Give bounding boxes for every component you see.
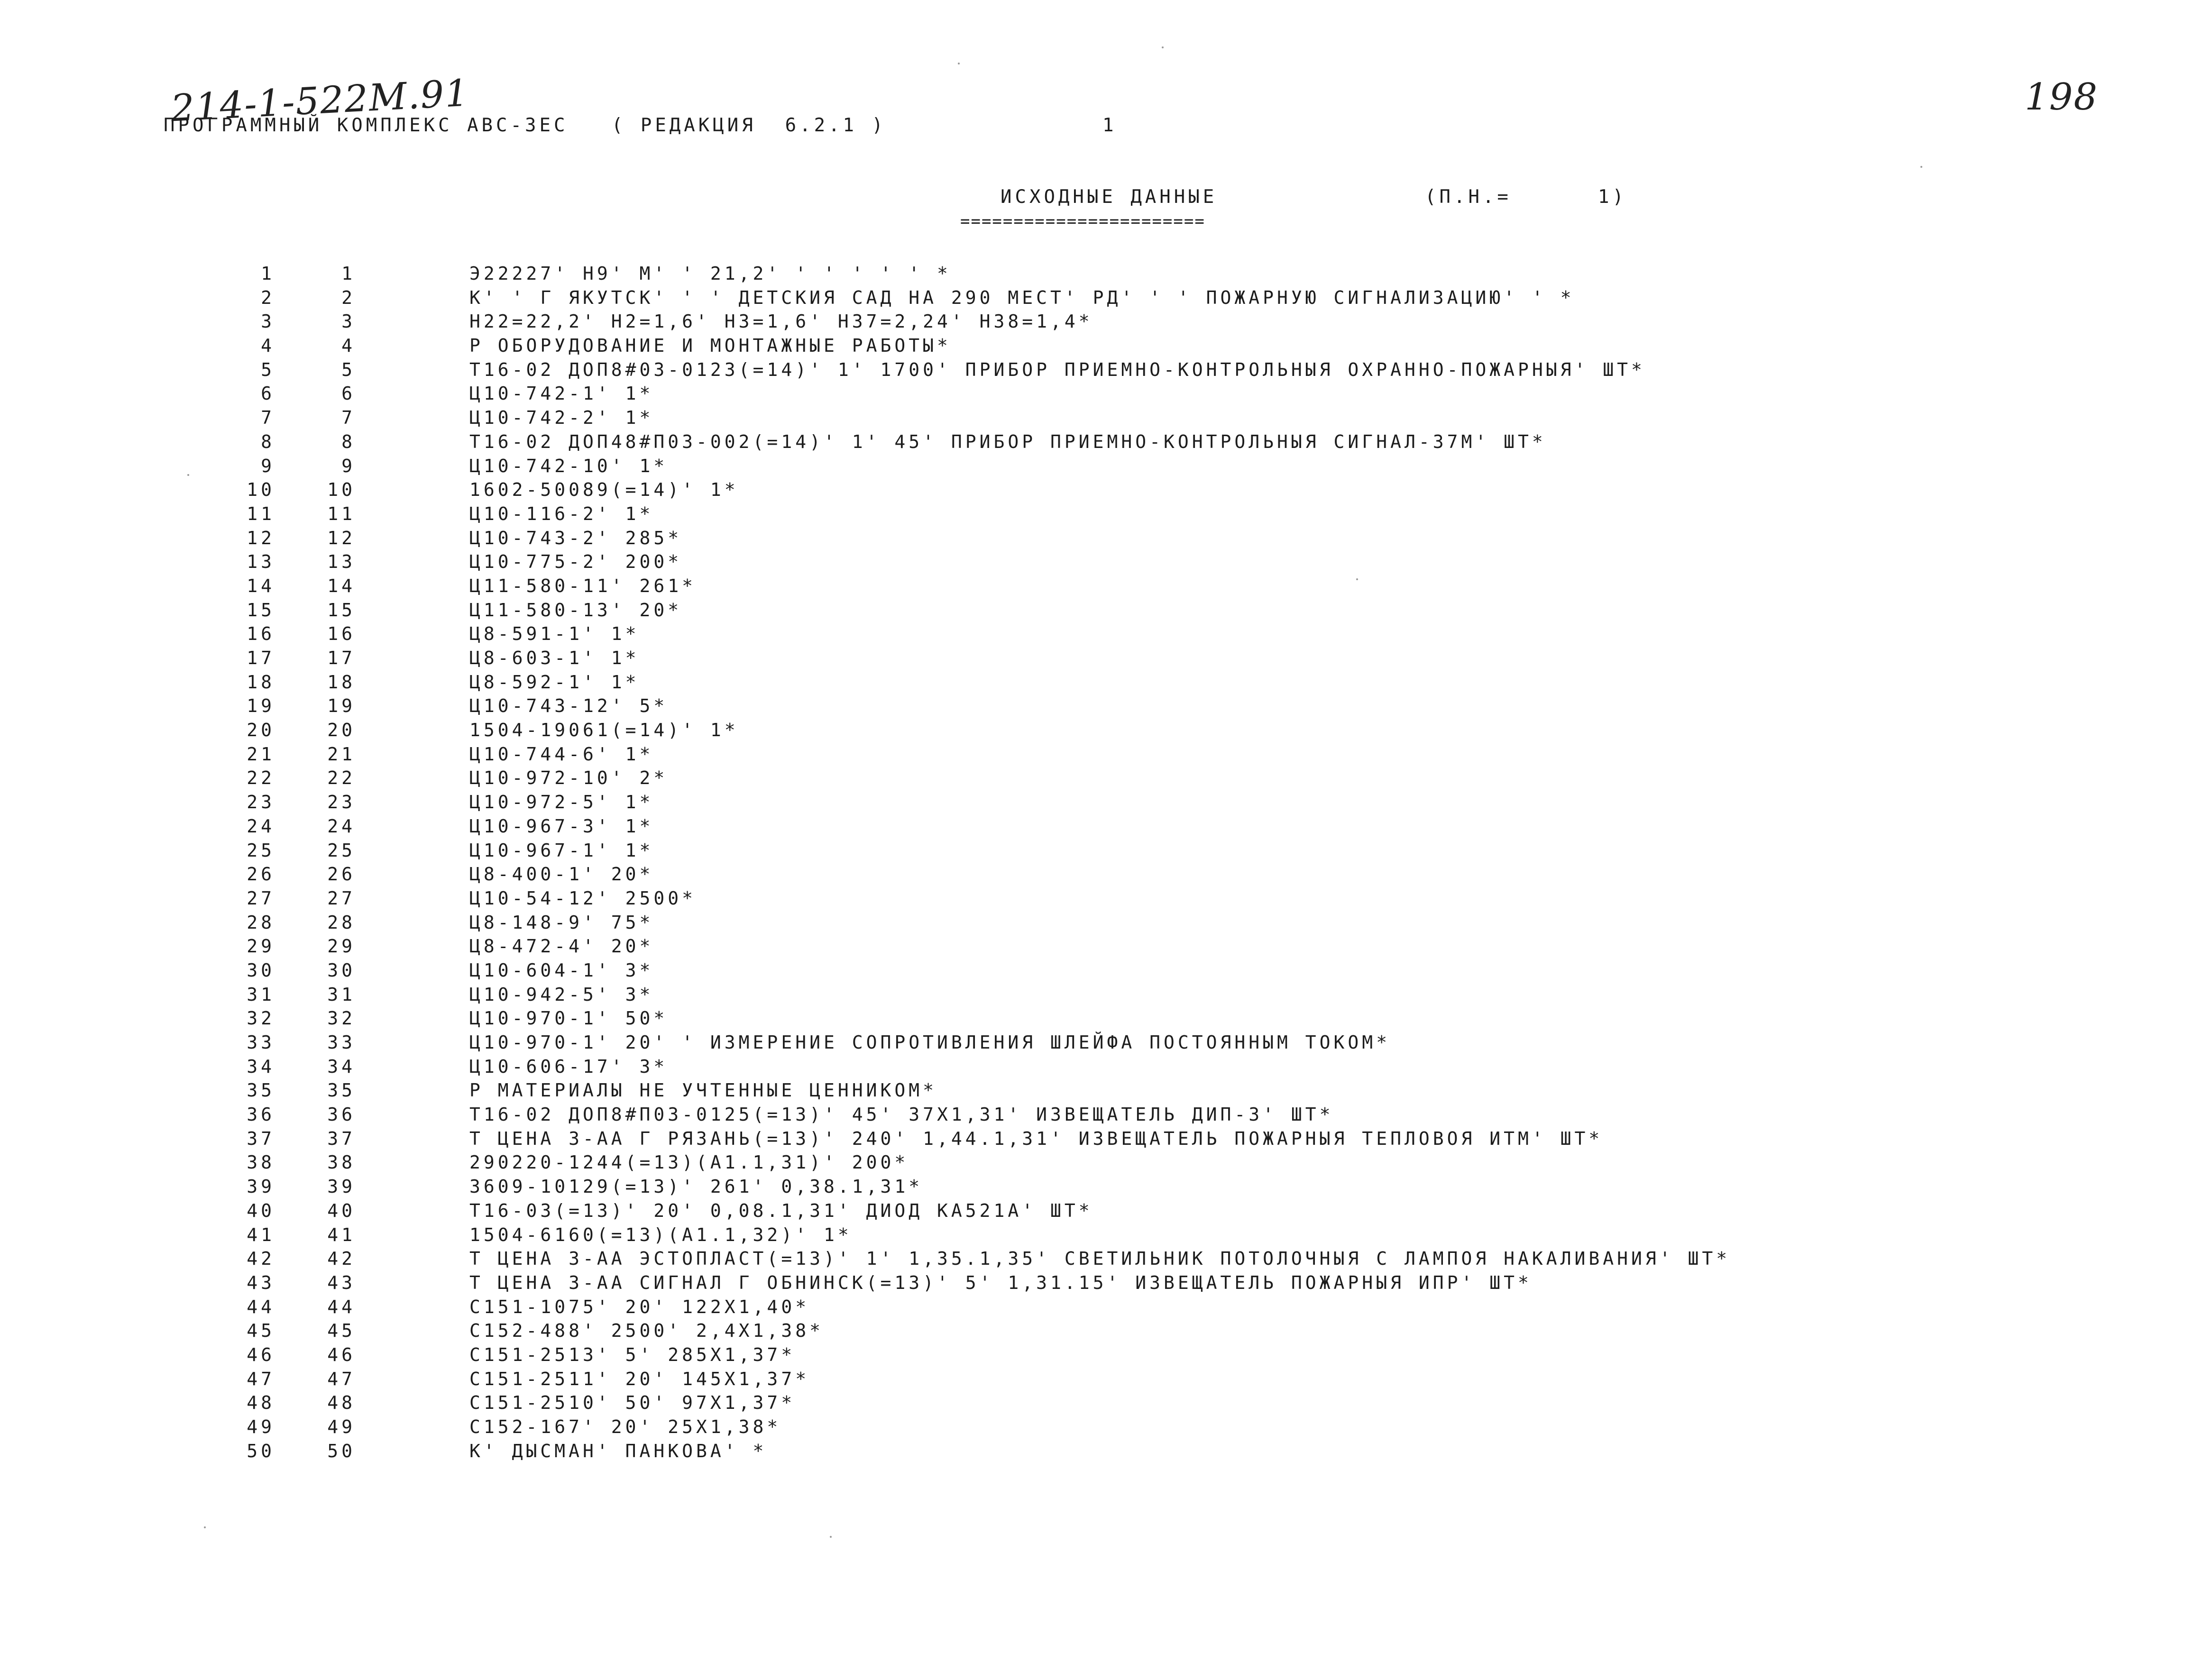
listing-row [0,1392,2185,1416]
row-number: 36 [247,1104,275,1125]
record-text: Н22=22,2' Н2=1,6' Н3=1,6' Н37=2,24' Н38=1,4* [469,311,1093,332]
record-number: 32 [327,1008,356,1029]
record-text: Ц10-970-1' 50* [469,1008,668,1029]
record-text: Ц10-743-12' 5* [469,695,668,717]
row-number: 21 [247,743,275,765]
record-text: К' ДЫСМАН' ПАНКОВА' * [469,1440,767,1461]
record-text: Т ЦЕНА 3-АА ЭСТОПЛАСТ(=13)' 1' 1,35.1,35' СВЕТИЛЬНИК ПОТОЛОЧНЫЯ С ЛАМПОЯ НАКАЛИВАНИЯ' ШТ* [469,1248,1731,1269]
record-number: 5 [341,359,356,380]
record-number: 2 [341,287,356,308]
row-number: 30 [247,959,275,981]
record-number: 35 [327,1080,356,1101]
record-text: 3609-10129(=13)' 261' 0,38.1,31* [469,1176,923,1197]
record-number: 50 [327,1440,356,1461]
record-text: Ц10-54-12' 2500* [469,887,697,909]
listing-row [0,407,2185,431]
row-number: 18 [247,671,275,693]
listing-row [0,1032,2185,1056]
listing-row [0,672,2185,696]
record-number: 42 [327,1248,356,1269]
listing-row [0,1056,2185,1080]
record-number: 4 [341,335,356,356]
document-code: 214-1-522М.91 [170,72,470,130]
record-number: 41 [327,1224,356,1245]
program-header: ПРОГРАММНЫЙ КОМПЛЕКС АВС-3ЕС ( РЕДАКЦИЯ 6.2.1 ) [164,115,886,136]
listing-row [0,840,2185,864]
record-number: 46 [327,1344,356,1365]
row-number: 42 [247,1248,275,1269]
record-text: Ц8-603-1' 1* [469,648,640,668]
record-text: Т ЦЕНА 3-АА СИГНАЛ Г ОБНИНСК(=13)' 5' 1,31.15' ИЗВЕЩАТЕЛЬ ПОЖАРНЫЯ ИПР' ШТ* [469,1272,1532,1293]
row-number: 7 [261,407,275,429]
record-number: 24 [327,815,356,837]
record-number: 28 [327,912,356,933]
record-text: Ц8-591-1' 1* [469,623,640,645]
record-number: 47 [327,1368,356,1389]
record-number: 39 [327,1176,356,1197]
listing-row [0,1248,2185,1272]
listing-row [0,335,2185,359]
record-number: 31 [327,984,356,1005]
row-number: 44 [247,1296,275,1317]
listing-row [0,744,2185,768]
record-text: С151-2513' 5' 285Х1,37* [469,1344,796,1365]
record-text: Э22227' Н9' М' ' 21,2' ' ' ' ' ' * [469,263,951,284]
data-listing [0,263,2185,1464]
row-number: 34 [247,1056,275,1077]
listing-row [0,287,2185,311]
row-number: 10 [247,479,275,501]
listing-row [0,984,2185,1008]
row-number: 41 [247,1224,275,1245]
record-number: 38 [327,1152,356,1173]
row-number: 23 [247,792,275,813]
listing-row [0,1176,2185,1200]
row-number: 22 [247,767,275,789]
listing-row [0,1152,2185,1176]
row-number: 1 [261,263,275,284]
row-number: 15 [247,599,275,621]
record-text: Т ЦЕНА 3-АА Г РЯЗАНЬ(=13)' 240' 1,44.1,31' ИЗВЕЩАТЕЛЬ ПОЖАРНЫЯ ТЕПЛОВОЯ ИТМ' ШТ* [469,1128,1603,1149]
row-number: 31 [247,984,275,1005]
listing-row [0,1272,2185,1297]
record-text: Ц10-116-2' 1* [469,503,654,524]
record-text: С152-488' 2500' 2,4Х1,38* [469,1320,824,1342]
record-text: Ц11-580-11' 261* [469,575,697,596]
listing-row [0,1416,2185,1441]
row-number: 32 [247,1008,275,1029]
record-number: 8 [341,431,356,452]
record-number: 29 [327,936,356,957]
listing-row [0,600,2185,624]
listing-row [0,431,2185,456]
listing-row [0,503,2185,528]
scan-speck [187,474,189,476]
listing-row [0,720,2185,744]
record-text: Ц10-604-1' 3* [469,959,654,981]
scan-speck [204,1526,206,1528]
row-number: 38 [247,1152,275,1173]
record-text: Ц10-742-10' 1* [469,455,668,476]
listing-row [0,888,2185,912]
record-number: 22 [327,767,356,789]
record-number: 9 [341,455,356,476]
record-number: 17 [327,648,356,668]
record-text: С152-167' 20' 25Х1,38* [469,1416,781,1437]
record-number: 14 [327,575,356,596]
row-number: 5 [261,359,275,380]
row-number: 27 [247,887,275,909]
row-number: 4 [261,335,275,356]
record-text: Ц10-967-1' 1* [469,840,654,861]
row-number: 28 [247,912,275,933]
record-text: 1602-50089(=14)' 1* [469,479,739,501]
record-text: 290220-1244(=13)(А1.1,31)' 200* [469,1152,909,1173]
listing-row [0,695,2185,720]
record-text: Ц10-972-5' 1* [469,792,654,813]
record-number: 20 [327,720,356,741]
record-text: К' ' Г ЯКУТСК' ' ' ДЕТСКИЯ САД НА 290 МЕСТ' РД' ' ' ПОЖАРНУЮ СИГНАЛИЗАЦИЮ' ' * [469,287,1575,308]
listing-row [0,1320,2185,1344]
record-text: Р МАТЕРИАЛЫ НЕ УЧТЕННЫЕ ЦЕННИКОМ* [469,1080,937,1101]
row-number: 35 [247,1080,275,1101]
listing-row [0,1344,2185,1369]
listing-row [0,383,2185,407]
row-number: 26 [247,864,275,885]
listing-row [0,359,2185,383]
row-number: 17 [247,648,275,668]
record-text: Т16-03(=13)' 20' 0,08.1,31' ДИОД КА521А' ШТ* [469,1200,1093,1221]
record-text: Т16-02 ДОП8#П03-0125(=13)' 45' 37Х1,31' ИЗВЕЩАТЕЛЬ ДИП-3' ШТ* [469,1104,1334,1125]
record-number: 10 [327,479,356,501]
row-number: 8 [261,431,275,452]
row-number: 24 [247,815,275,837]
listing-row [0,936,2185,960]
record-number: 3 [341,311,356,332]
listing-row [0,1297,2185,1321]
row-number: 45 [247,1320,275,1342]
listing-row [0,528,2185,552]
record-number: 18 [327,671,356,693]
row-number: 14 [247,575,275,596]
record-number: 27 [327,887,356,909]
record-text: Ц10-742-2' 1* [469,407,654,429]
listing-row [0,816,2185,840]
listing-row [0,575,2185,600]
row-number: 6 [261,383,275,404]
row-number: 19 [247,695,275,717]
listing-row [0,1369,2185,1393]
record-number: 6 [341,383,356,404]
sheet-number: 198 [2025,76,2098,119]
listing-row [0,792,2185,816]
listing-row [0,1080,2185,1104]
record-number: 12 [327,527,356,548]
heading-underline: ======================= [960,212,1205,231]
listing-row [0,479,2185,503]
record-number: 30 [327,959,356,981]
listing-row [0,912,2185,936]
record-number: 37 [327,1128,356,1149]
listing-row [0,263,2185,287]
record-text: Т16-02 ДОП8#03-0123(=14)' 1' 1700' ПРИБОР ПРИЕМНО-КОНТРОЛЬНЫЯ ОХРАННО-ПОЖАРНЫЯ' ШТ* [469,359,1645,380]
section-heading: ИСХОДНЫЕ ДАННЫЕ [1001,186,1218,208]
record-text: Т16-02 ДОП48#П03-002(=14)' 1' 45' ПРИБОР ПРИЕМНО-КОНТРОЛЬНЫЯ СИГНАЛ-37М' ШТ* [469,431,1546,452]
record-number: 26 [327,864,356,885]
scan-speck [830,1536,832,1538]
record-text: Ц8-472-4' 20* [469,936,654,957]
row-number: 43 [247,1272,275,1293]
record-number: 49 [327,1416,356,1437]
record-text: 1504-19061(=14)' 1* [469,720,739,741]
record-number: 44 [327,1296,356,1317]
record-number: 23 [327,792,356,813]
row-number: 16 [247,623,275,645]
listing-row [0,960,2185,984]
listing-row [0,648,2185,672]
record-text: С151-2510' 50' 97Х1,37* [469,1392,796,1414]
record-text: Ц10-606-17' 3* [469,1056,668,1077]
record-text: Ц8-592-1' 1* [469,671,640,693]
record-text: Ц8-400-1' 20* [469,864,654,885]
record-number: 34 [327,1056,356,1077]
record-number: 25 [327,840,356,861]
record-text: Ц10-970-1' 20' ' ИЗМЕРЕНИЕ СОПРОТИВЛЕНИЯ ШЛЕЙФА ПОСТОЯННЫМ ТОКОМ* [469,1032,1391,1053]
row-number: 37 [247,1128,275,1149]
record-number: 40 [327,1200,356,1221]
listing-row [0,1441,2185,1465]
record-text: Ц10-775-2' 200* [469,551,682,573]
record-number: 21 [327,743,356,765]
row-number: 40 [247,1200,275,1221]
row-number: 12 [247,527,275,548]
row-number: 20 [247,720,275,741]
record-number: 1 [341,263,356,284]
record-text: Ц11-580-13' 20* [469,599,682,621]
listing-row [0,311,2185,335]
row-number: 9 [261,455,275,476]
row-number: 3 [261,311,275,332]
scan-speck [1356,578,1358,580]
record-text: 1504-6160(=13)(А1.1,32)' 1* [469,1224,852,1245]
listing-row [0,551,2185,575]
pn-label: (П.Н.= [1425,186,1512,208]
record-number: 43 [327,1272,356,1293]
row-number: 11 [247,503,275,524]
record-number: 33 [327,1032,356,1053]
scan-speck [1162,46,1164,48]
record-number: 16 [327,623,356,645]
row-number: 25 [247,840,275,861]
record-text: Ц10-972-10' 2* [469,767,668,789]
row-number: 49 [247,1416,275,1437]
record-text: Ц10-967-3' 1* [469,815,654,837]
listing-row [0,623,2185,648]
record-number: 48 [327,1392,356,1414]
listing-row [0,767,2185,792]
scan-speck [958,63,960,64]
record-text: Ц10-942-5' 3* [469,984,654,1005]
listing-row [0,456,2185,480]
row-number: 33 [247,1032,275,1053]
row-number: 2 [261,287,275,308]
record-number: 45 [327,1320,356,1342]
listing-row [0,1128,2185,1152]
record-text: Ц8-148-9' 75* [469,912,654,933]
record-number: 7 [341,407,356,429]
scan-speck [1920,166,1922,168]
record-number: 36 [327,1104,356,1125]
listing-row [0,1008,2185,1032]
listing-row [0,1104,2185,1128]
row-number: 50 [247,1440,275,1461]
record-text: Ц10-743-2' 285* [469,527,682,548]
listing-row [0,1224,2185,1249]
row-number: 47 [247,1368,275,1389]
listing-row [0,864,2185,888]
row-number: 29 [247,936,275,957]
listing-row [0,1200,2185,1224]
row-number: 46 [247,1344,275,1365]
record-text: Ц10-744-6' 1* [469,743,654,765]
row-number: 13 [247,551,275,573]
record-text: С151-2511' 20' 145Х1,37* [469,1368,810,1389]
record-number: 15 [327,599,356,621]
record-text: Ц10-742-1' 1* [469,383,654,404]
pn-value: 1) [1598,186,1627,208]
record-number: 19 [327,695,356,717]
record-number: 11 [327,503,356,524]
record-number: 13 [327,551,356,573]
row-number: 48 [247,1392,275,1414]
page-mark: 1 [1102,115,1117,136]
record-text: С151-1075' 20' 122Х1,40* [469,1296,810,1317]
record-text: Р ОБОРУДОВАНИЕ И МОНТАЖНЫЕ РАБОТЫ* [469,335,951,356]
row-number: 39 [247,1176,275,1197]
